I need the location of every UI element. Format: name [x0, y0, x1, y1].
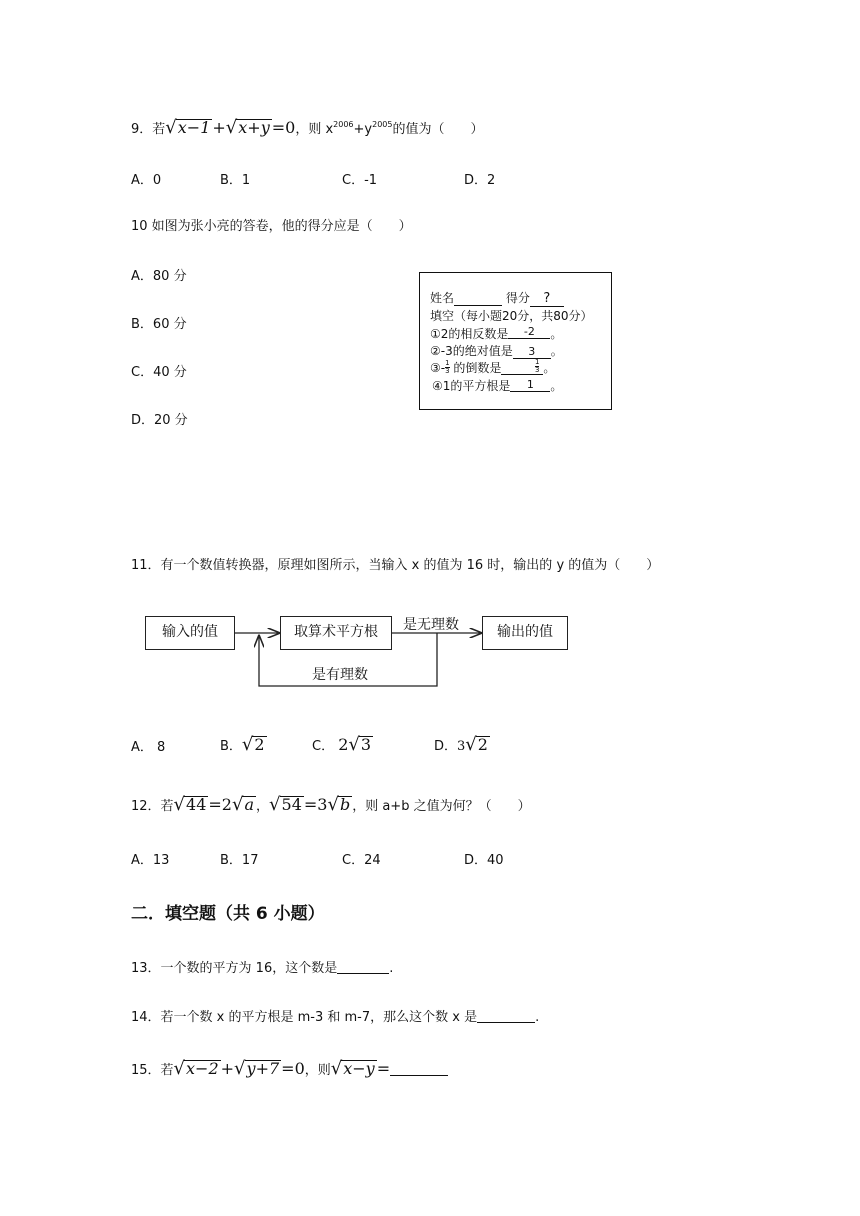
q9-radical-right: √x+y: [225, 117, 270, 138]
q11-option-a[interactable]: A． 8: [131, 740, 166, 755]
card-name-row: 姓名 得分 ?: [430, 289, 564, 307]
q12-option-c[interactable]: C．24: [342, 853, 381, 868]
question-12: 12．若√44 =2√a ，√54 =3√b ，则 a+b 之值为何？（ ）: [131, 794, 531, 815]
q15-blank[interactable]: [390, 1063, 448, 1076]
card-score-value: ?: [530, 291, 564, 307]
section-title: 二．填空题（共 6 小题）: [131, 904, 325, 924]
q10-option-b[interactable]: B．60 分: [131, 317, 187, 332]
q9-prefix: 9．若: [131, 122, 166, 137]
q12-option-b[interactable]: B．17: [220, 853, 259, 868]
q13-blank[interactable]: [337, 961, 389, 974]
card-item-3: ③- $\frac{1}{3}$ 的倒数是 $\frac{1}{3}$ 。: [430, 358, 556, 375]
q10-option-d[interactable]: D．20 分: [131, 413, 188, 428]
q9-option-c[interactable]: C．-1: [342, 173, 378, 188]
flow-process-box: 取算术平方根: [280, 616, 392, 650]
flow-no-label: 是有理数: [312, 667, 368, 683]
card-item-2: ②-3的绝对值是 3 。: [430, 344, 563, 358]
q9-option-a[interactable]: A．0: [131, 173, 162, 188]
flow-output-box: 输出的值: [482, 616, 568, 650]
q11-option-b[interactable]: B．√2: [220, 734, 265, 755]
q14-blank[interactable]: [477, 1010, 535, 1023]
question-14: 14．若一个数 x 的平方根是 m-3 和 m-7，那么这个数 x 是 .: [131, 1010, 540, 1025]
card-item-1: ①2的相反数是 -2 。: [430, 325, 563, 341]
q10-option-c[interactable]: C．40 分: [131, 365, 187, 380]
question-9: 9．若√x−1 +√x+y =0，则 $x^{2006}+y^{2005}$的值为（ ）: [131, 117, 484, 138]
question-13: 13．一个数的平方为 16，这个数是 .: [131, 961, 394, 976]
question-15: 15．若√x−2 +√y+7 =0，则√x−y =: [131, 1060, 448, 1080]
flow-yes-label: 是无理数: [403, 617, 459, 633]
card-header: 填空（每小题20分，共80分）: [430, 309, 593, 323]
flow-input-box: 输入的值: [145, 616, 235, 650]
q10-option-a[interactable]: A．80 分: [131, 269, 187, 284]
q9-option-d[interactable]: D．2: [464, 173, 496, 188]
q11-option-d[interactable]: D．3√2: [434, 734, 488, 755]
card-item-4: ④1的平方根是 1 。: [432, 378, 563, 393]
question-11: 11．有一个数值转换器，原理如图所示，当输入 x 的值为 16 时，输出的 y 的值为（ ）: [131, 558, 660, 573]
q9-radical-left: √x−1: [165, 117, 211, 138]
q9-option-b[interactable]: B．1: [220, 173, 251, 188]
question-10: 10 如图为张小亮的答卷，他的得分应是（ ）: [131, 219, 412, 234]
q11-option-c[interactable]: C． 2√3: [312, 734, 372, 755]
q12-option-d[interactable]: D．40: [464, 853, 504, 868]
q12-option-a[interactable]: A．13: [131, 853, 170, 868]
